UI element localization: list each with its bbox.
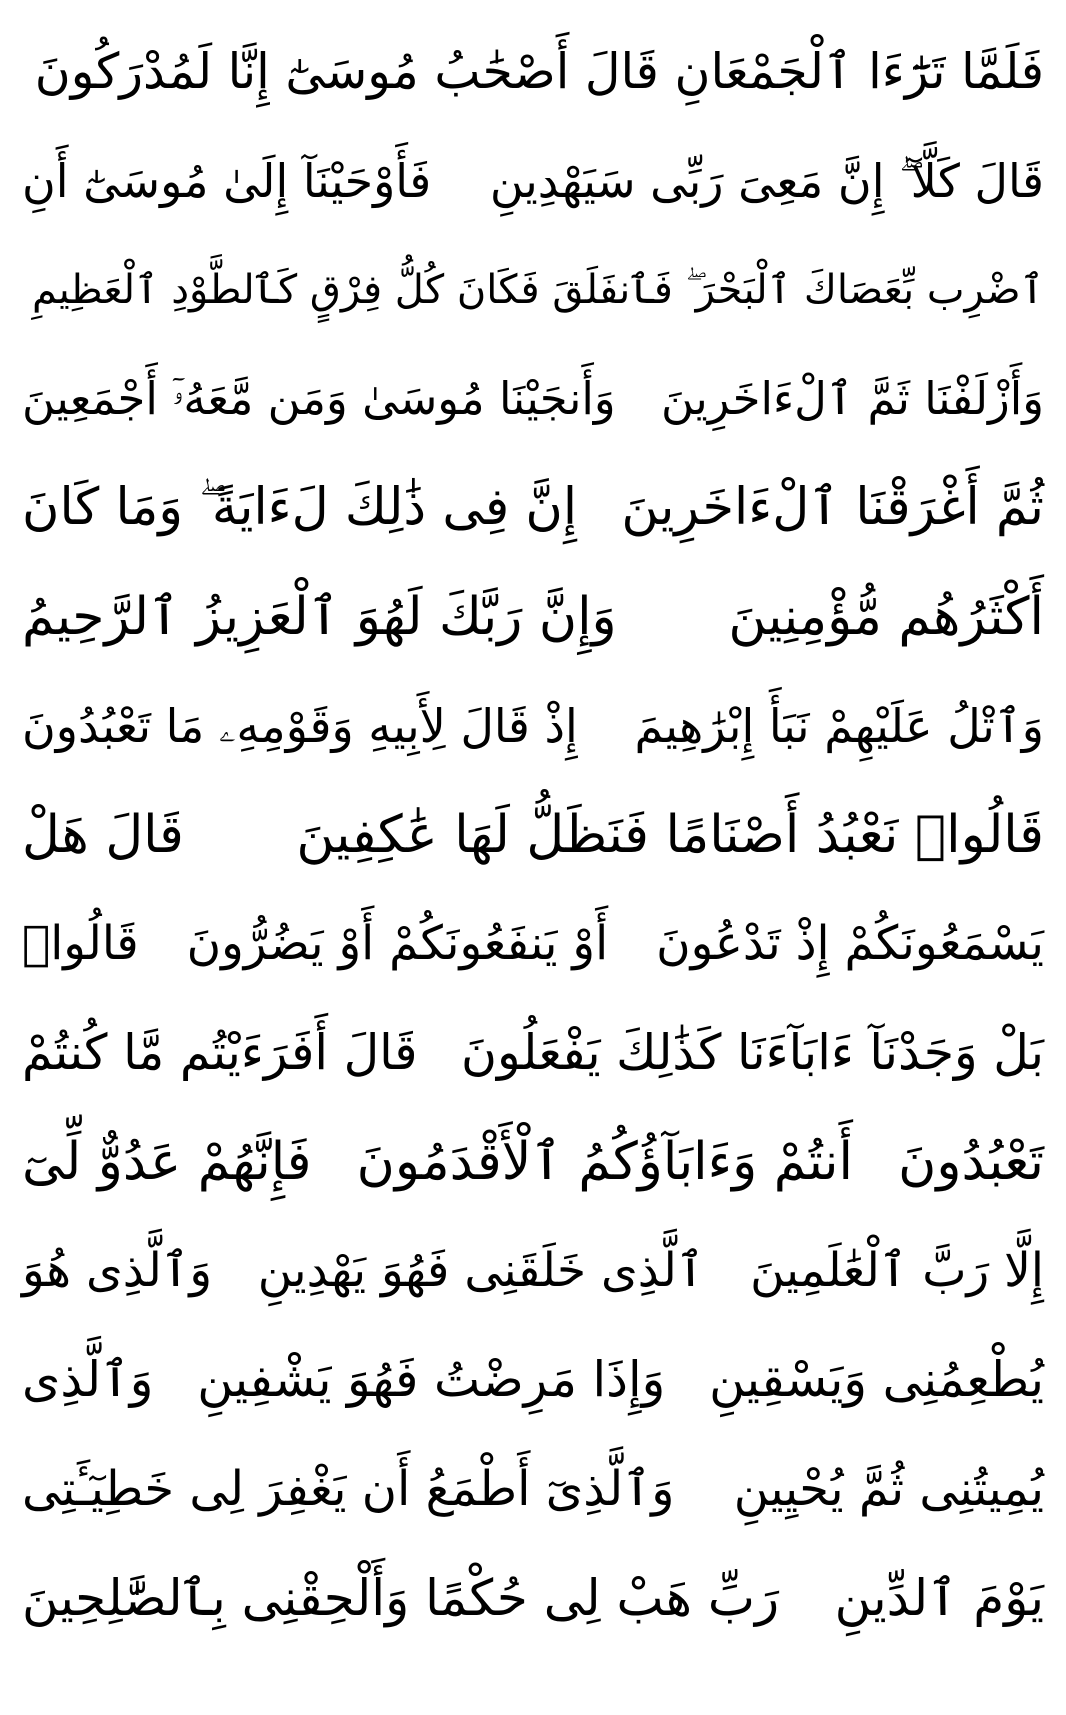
verse-line xyxy=(22,347,1044,451)
verse-text: ٱلَّذِى خَلَقَنِى فَهُوَ يَهْدِينِ xyxy=(257,1243,705,1298)
verse-text: فَلَمَّا تَرَٰٓءَا ٱلْجَمْعَانِ قَالَ أَصْحَٰبُ مُوسَىٰٓ إِنَّا لَمُدْرَكُونَ xyxy=(34,43,1044,100)
verse-text: يُمِيتُنِى ثُمَّ يُحْيِينِ xyxy=(733,1461,1044,1517)
verse-line xyxy=(22,674,1044,778)
verse-text: أَكْثَرُهُم مُّؤْمِنِينَ xyxy=(728,587,1044,647)
verse-text: إِذْ قَالَ لِأَبِيهِ وَقَوْمِهِۦ مَا تَعْبُدُونَ xyxy=(22,699,578,753)
verse-text: فَأَوْحَيْنَآ إِلَىٰ مُوسَىٰٓ أَنِ xyxy=(22,154,432,208)
verse-text: وَإِذَا مَرِضْتُ فَهُوَ يَشْفِينِ xyxy=(197,1351,666,1408)
verse-text: وَٱلَّذِى هُوَ xyxy=(22,1243,213,1298)
verse-line xyxy=(22,1437,1044,1541)
verse-text: وَأَزْلَفْنَا ثَمَّ ٱلْءَاخَرِينَ xyxy=(661,372,1044,425)
verse-text: ثُمَّ أَغْرَقْنَا ٱلْءَاخَرِينَ xyxy=(621,478,1044,537)
verse-text: وَإِنَّ رَبَّكَ لَهُوَ ٱلْعَزِيزُ ٱلرَّحِيمُ xyxy=(22,587,617,647)
verse-text: رَبِّ هَبْ لِى حُكْمًا وَأَلْحِقْنِى بِٱلصَّٰلِحِينَ xyxy=(22,1569,780,1627)
verse-line xyxy=(22,1110,1044,1214)
verse-text: فَإِنَّهُمْ عَدُوٌّ لِّىٓ xyxy=(22,1132,312,1192)
verse-text: إِلَّا رَبَّ ٱلْعَٰلَمِينَ xyxy=(750,1243,1044,1298)
verse-text: وَأَنجَيْنَا مُوسَىٰ وَمَن مَّعَهُۥٓ أَجْمَعِينَ xyxy=(22,372,616,425)
verse-text: قَالَ أَفَرَءَيْتُم مَّا كُنتُمْ xyxy=(22,1024,418,1081)
verse-text: تَعْبُدُونَ xyxy=(898,1132,1044,1192)
verse-text: قَالَ هَلْ xyxy=(22,805,184,865)
verse-text: يَوْمَ ٱلدِّينِ xyxy=(834,1569,1044,1627)
verse-text: بَلْ وَجَدْنَآ ءَابَآءَنَا كَذَٰلِكَ يَفْعَلُونَ xyxy=(461,1024,1044,1081)
verse-line xyxy=(22,456,1044,560)
verse-line xyxy=(22,20,1044,124)
verse-text: أَوْ يَنفَعُونَكُمْ أَوْ يَضُرُّونَ xyxy=(186,916,609,971)
verse-text: وَٱتْلُ عَلَيْهِمْ نَبَأَ إِبْرَٰهِيمَ xyxy=(634,699,1044,753)
verse-line xyxy=(22,1546,1044,1650)
verse-text: وَٱلَّذِى xyxy=(22,1351,154,1408)
verse-line xyxy=(22,129,1044,233)
verse-text: ٱضْرِب بِّعَصَاكَ ٱلْبَحْرَ ۖ فَٱنفَلَقَ فَكَانَ كُلُّ فِرْقٍ كَٱلطَّوْدِ ٱلْعَظِيمِ xyxy=(32,267,1044,313)
verse-text: قَالُوا۟ xyxy=(22,916,139,971)
verse-text: قَالُوا۟ نَعْبُدُ أَصْنَامًا فَنَظَلُّ لَهَا عَٰكِفِينَ xyxy=(296,805,1044,865)
verse-line xyxy=(22,1001,1044,1105)
verse-line xyxy=(22,565,1044,669)
verse-line xyxy=(22,783,1044,887)
verse-line xyxy=(22,238,1044,342)
verse-text: أَنتُمْ وَءَابَآؤُكُمُ ٱلْأَقْدَمُونَ xyxy=(356,1132,853,1192)
verse-line xyxy=(22,1328,1044,1432)
verse-text: يُطْعِمُنِى وَيَسْقِينِ xyxy=(709,1351,1044,1408)
verse-text: يَسْمَعُونَكُمْ إِذْ تَدْعُونَ xyxy=(656,916,1044,971)
verse-text: إِنَّ فِى ذَٰلِكَ لَءَايَةً ۖ وَمَا كَانَ xyxy=(22,478,578,537)
verse-line xyxy=(22,892,1044,996)
verse-text: قَالَ كَلَّآ ۖ إِنَّ مَعِىَ رَبِّى سَيَهْدِينِ xyxy=(489,154,1044,208)
verse-line xyxy=(22,1219,1044,1323)
verse-text: وَٱلَّذِىٓ أَطْمَعُ أَن يَغْفِرَ لِى خَطِيٓـَٔتِى xyxy=(22,1461,675,1517)
